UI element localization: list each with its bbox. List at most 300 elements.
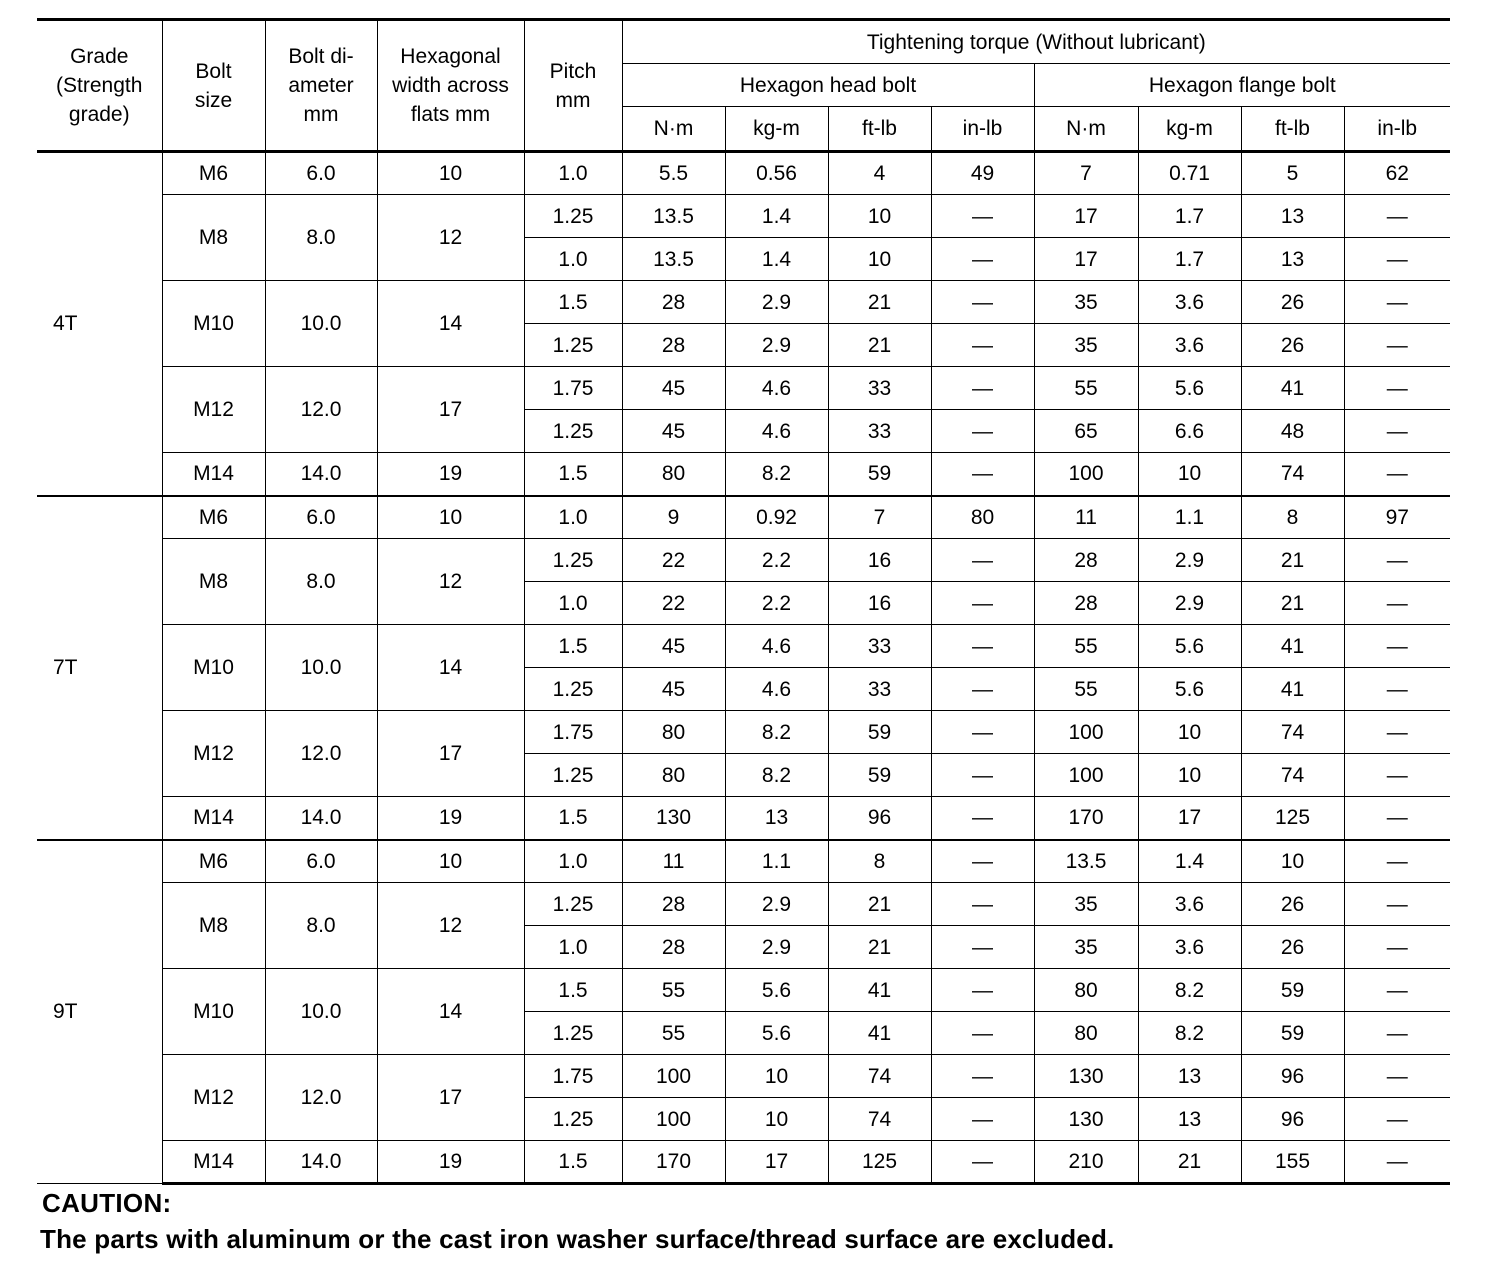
flange-ftlb-cell: 10	[1241, 840, 1344, 883]
bolt-size-cell: M12	[162, 1055, 265, 1141]
flange-ftlb-cell: 41	[1241, 625, 1344, 668]
flange-ftlb-cell: 59	[1241, 1012, 1344, 1055]
pitch-cell: 1.5	[524, 281, 622, 324]
head-ftlb-cell: 21	[828, 926, 931, 969]
pitch-cell: 1.0	[524, 152, 622, 195]
flange-inlb-cell: —	[1344, 1141, 1450, 1184]
hex-width-cell: 10	[377, 152, 524, 195]
bolt-diameter-cell: 8.0	[265, 883, 377, 969]
head-kgm-cell: 0.56	[725, 152, 828, 195]
head-nm-cell: 22	[622, 539, 725, 582]
flange-kgm-cell: 13	[1138, 1098, 1241, 1141]
pitch-cell: 1.5	[524, 797, 622, 840]
pitch-cell: 1.25	[524, 410, 622, 453]
head-ftlb-cell: 74	[828, 1098, 931, 1141]
flange-ftlb-cell: 96	[1241, 1055, 1344, 1098]
head-inlb-cell: —	[931, 1141, 1034, 1184]
flange-ftlb-cell: 13	[1241, 195, 1344, 238]
header-unit: in-lb	[1344, 107, 1450, 152]
head-ftlb-cell: 33	[828, 625, 931, 668]
header-grade: Grade (Strength grade)	[37, 20, 162, 152]
pitch-cell: 1.25	[524, 324, 622, 367]
header-unit: N·m	[622, 107, 725, 152]
head-kgm-cell: 5.6	[725, 1012, 828, 1055]
head-nm-cell: 55	[622, 969, 725, 1012]
grade-cell: 7T	[37, 496, 162, 840]
hex-width-cell: 19	[377, 797, 524, 840]
head-inlb-cell: —	[931, 840, 1034, 883]
pitch-cell: 1.25	[524, 883, 622, 926]
flange-inlb-cell: —	[1344, 324, 1450, 367]
head-inlb-cell: —	[931, 883, 1034, 926]
flange-ftlb-cell: 26	[1241, 281, 1344, 324]
flange-inlb-cell: —	[1344, 840, 1450, 883]
head-ftlb-cell: 41	[828, 1012, 931, 1055]
head-nm-cell: 13.5	[622, 238, 725, 281]
hex-width-cell: 14	[377, 625, 524, 711]
flange-ftlb-cell: 21	[1241, 539, 1344, 582]
table-row	[37, 840, 1450, 883]
head-ftlb-cell: 10	[828, 195, 931, 238]
head-kgm-cell: 0.92	[725, 496, 828, 539]
table-row	[37, 453, 1450, 496]
caution-text: The parts with aluminum or the cast iron washer surface/thread surface are excluded.	[40, 1224, 1115, 1254]
head-inlb-cell: —	[931, 625, 1034, 668]
bolt-size-cell: M14	[162, 797, 265, 840]
flange-nm-cell: 170	[1034, 797, 1138, 840]
flange-inlb-cell: —	[1344, 1012, 1450, 1055]
header-bolt-size: Bolt size	[162, 20, 265, 152]
head-inlb-cell: —	[931, 1098, 1034, 1141]
head-kgm-cell: 8.2	[725, 754, 828, 797]
bolt-diameter-cell: 10.0	[265, 969, 377, 1055]
flange-ftlb-cell: 155	[1241, 1141, 1344, 1184]
head-kgm-cell: 4.6	[725, 668, 828, 711]
table-row	[37, 195, 1450, 238]
bolt-size-cell: M8	[162, 539, 265, 625]
header-hex-width: Hexagonal width across flats mm	[377, 20, 524, 152]
head-nm-cell: 28	[622, 883, 725, 926]
head-kgm-cell: 13	[725, 797, 828, 840]
flange-nm-cell: 35	[1034, 281, 1138, 324]
head-ftlb-cell: 10	[828, 238, 931, 281]
head-inlb-cell: —	[931, 1055, 1034, 1098]
head-kgm-cell: 8.2	[725, 711, 828, 754]
head-inlb-cell: —	[931, 410, 1034, 453]
flange-inlb-cell: —	[1344, 926, 1450, 969]
table-header	[37, 20, 1450, 152]
tightening-torque-table	[37, 18, 1450, 1185]
flange-inlb-cell: —	[1344, 367, 1450, 410]
bolt-size-cell: M12	[162, 367, 265, 453]
bolt-size-cell: M10	[162, 625, 265, 711]
header-tightening-torque: Tightening torque (Without lubricant)	[622, 20, 1450, 64]
flange-nm-cell: 55	[1034, 668, 1138, 711]
flange-kgm-cell: 17	[1138, 797, 1241, 840]
pitch-cell: 1.25	[524, 539, 622, 582]
head-ftlb-cell: 21	[828, 324, 931, 367]
head-nm-cell: 55	[622, 1012, 725, 1055]
head-inlb-cell: —	[931, 324, 1034, 367]
flange-ftlb-cell: 41	[1241, 367, 1344, 410]
head-inlb-cell: —	[931, 711, 1034, 754]
flange-nm-cell: 28	[1034, 582, 1138, 625]
flange-nm-cell: 100	[1034, 453, 1138, 496]
head-nm-cell: 80	[622, 453, 725, 496]
flange-inlb-cell: —	[1344, 668, 1450, 711]
header-bolt-diameter: Bolt di- ameter mm	[265, 20, 377, 152]
grade-group	[37, 152, 1450, 496]
head-inlb-cell: —	[931, 195, 1034, 238]
flange-nm-cell: 13.5	[1034, 840, 1138, 883]
head-nm-cell: 28	[622, 281, 725, 324]
head-ftlb-cell: 41	[828, 969, 931, 1012]
head-ftlb-cell: 59	[828, 453, 931, 496]
head-inlb-cell: —	[931, 367, 1034, 410]
head-nm-cell: 28	[622, 324, 725, 367]
head-inlb-cell: 49	[931, 152, 1034, 195]
hex-width-cell: 19	[377, 1141, 524, 1184]
table-row	[37, 496, 1450, 539]
head-ftlb-cell: 7	[828, 496, 931, 539]
flange-nm-cell: 80	[1034, 1012, 1138, 1055]
head-inlb-cell: —	[931, 539, 1034, 582]
head-nm-cell: 22	[622, 582, 725, 625]
head-inlb-cell: —	[931, 797, 1034, 840]
pitch-cell: 1.5	[524, 625, 622, 668]
head-ftlb-cell: 21	[828, 281, 931, 324]
bolt-diameter-cell: 8.0	[265, 539, 377, 625]
head-nm-cell: 80	[622, 754, 725, 797]
pitch-cell: 1.0	[524, 496, 622, 539]
head-nm-cell: 45	[622, 410, 725, 453]
table-row	[37, 625, 1450, 668]
bolt-diameter-cell: 6.0	[265, 152, 377, 195]
flange-kgm-cell: 1.1	[1138, 496, 1241, 539]
pitch-cell: 1.75	[524, 1055, 622, 1098]
head-inlb-cell: —	[931, 238, 1034, 281]
head-kgm-cell: 2.9	[725, 281, 828, 324]
flange-kgm-cell: 3.6	[1138, 926, 1241, 969]
flange-kgm-cell: 13	[1138, 1055, 1241, 1098]
flange-kgm-cell: 2.9	[1138, 582, 1241, 625]
flange-inlb-cell: —	[1344, 238, 1450, 281]
flange-ftlb-cell: 21	[1241, 582, 1344, 625]
header-unit: in-lb	[931, 107, 1034, 152]
pitch-cell: 1.0	[524, 840, 622, 883]
flange-kgm-cell: 8.2	[1138, 1012, 1241, 1055]
head-inlb-cell: —	[931, 281, 1034, 324]
bolt-diameter-cell: 12.0	[265, 1055, 377, 1141]
pitch-cell: 1.25	[524, 1098, 622, 1141]
header-unit: N·m	[1034, 107, 1138, 152]
flange-nm-cell: 55	[1034, 367, 1138, 410]
table-row	[37, 152, 1450, 195]
flange-inlb-cell: —	[1344, 883, 1450, 926]
pitch-cell: 1.5	[524, 1141, 622, 1184]
head-nm-cell: 45	[622, 367, 725, 410]
head-kgm-cell: 4.6	[725, 367, 828, 410]
flange-inlb-cell: —	[1344, 410, 1450, 453]
flange-ftlb-cell: 74	[1241, 711, 1344, 754]
head-inlb-cell: 80	[931, 496, 1034, 539]
head-nm-cell: 9	[622, 496, 725, 539]
flange-nm-cell: 17	[1034, 238, 1138, 281]
flange-nm-cell: 28	[1034, 539, 1138, 582]
flange-nm-cell: 100	[1034, 754, 1138, 797]
table-row	[37, 711, 1450, 754]
head-kgm-cell: 5.6	[725, 969, 828, 1012]
bolt-size-cell: M6	[162, 840, 265, 883]
flange-ftlb-cell: 8	[1241, 496, 1344, 539]
flange-ftlb-cell: 59	[1241, 969, 1344, 1012]
bolt-diameter-cell: 6.0	[265, 496, 377, 539]
flange-ftlb-cell: 125	[1241, 797, 1344, 840]
flange-kgm-cell: 10	[1138, 453, 1241, 496]
head-kgm-cell: 10	[725, 1098, 828, 1141]
bolt-diameter-cell: 8.0	[265, 195, 377, 281]
head-ftlb-cell: 16	[828, 582, 931, 625]
flange-inlb-cell: —	[1344, 754, 1450, 797]
table-row	[37, 1141, 1450, 1184]
bolt-size-cell: M8	[162, 195, 265, 281]
table-row	[37, 883, 1450, 926]
head-nm-cell: 100	[622, 1098, 725, 1141]
head-inlb-cell: —	[931, 754, 1034, 797]
head-ftlb-cell: 33	[828, 367, 931, 410]
bolt-diameter-cell: 12.0	[265, 711, 377, 797]
bolt-size-cell: M8	[162, 883, 265, 969]
bolt-size-cell: M14	[162, 1141, 265, 1184]
head-kgm-cell: 4.6	[725, 625, 828, 668]
pitch-cell: 1.25	[524, 195, 622, 238]
pitch-cell: 1.75	[524, 367, 622, 410]
header-hexagon-flange-bolt: Hexagon flange bolt	[1034, 64, 1450, 107]
flange-kgm-cell: 5.6	[1138, 625, 1241, 668]
flange-ftlb-cell: 41	[1241, 668, 1344, 711]
grade-cell: 9T	[37, 840, 162, 1184]
head-ftlb-cell: 16	[828, 539, 931, 582]
head-kgm-cell: 2.2	[725, 539, 828, 582]
head-ftlb-cell: 125	[828, 1141, 931, 1184]
pitch-cell: 1.25	[524, 754, 622, 797]
table-row	[37, 797, 1450, 840]
flange-ftlb-cell: 74	[1241, 453, 1344, 496]
header-unit: kg-m	[725, 107, 828, 152]
hex-width-cell: 12	[377, 539, 524, 625]
flange-nm-cell: 35	[1034, 324, 1138, 367]
head-nm-cell: 170	[622, 1141, 725, 1184]
head-inlb-cell: —	[931, 926, 1034, 969]
flange-kgm-cell: 6.6	[1138, 410, 1241, 453]
head-ftlb-cell: 59	[828, 754, 931, 797]
hex-width-cell: 14	[377, 969, 524, 1055]
hex-width-cell: 10	[377, 496, 524, 539]
flange-kgm-cell: 1.7	[1138, 195, 1241, 238]
flange-nm-cell: 210	[1034, 1141, 1138, 1184]
bolt-diameter-cell: 6.0	[265, 840, 377, 883]
flange-nm-cell: 130	[1034, 1098, 1138, 1141]
bolt-diameter-cell: 10.0	[265, 281, 377, 367]
flange-kgm-cell: 3.6	[1138, 324, 1241, 367]
head-nm-cell: 45	[622, 625, 725, 668]
head-kgm-cell: 2.9	[725, 926, 828, 969]
bolt-size-cell: M14	[162, 453, 265, 496]
pitch-cell: 1.0	[524, 926, 622, 969]
flange-ftlb-cell: 26	[1241, 883, 1344, 926]
flange-inlb-cell: —	[1344, 582, 1450, 625]
flange-ftlb-cell: 26	[1241, 324, 1344, 367]
flange-inlb-cell: —	[1344, 797, 1450, 840]
head-ftlb-cell: 4	[828, 152, 931, 195]
pitch-cell: 1.0	[524, 238, 622, 281]
head-kgm-cell: 2.9	[725, 883, 828, 926]
pitch-cell: 1.5	[524, 453, 622, 496]
flange-nm-cell: 35	[1034, 883, 1138, 926]
hex-width-cell: 12	[377, 195, 524, 281]
head-ftlb-cell: 8	[828, 840, 931, 883]
flange-kgm-cell: 21	[1138, 1141, 1241, 1184]
head-inlb-cell: —	[931, 668, 1034, 711]
flange-inlb-cell: —	[1344, 969, 1450, 1012]
header-hexagon-head-bolt: Hexagon head bolt	[622, 64, 1034, 107]
grade-group	[37, 496, 1450, 840]
bolt-diameter-cell: 12.0	[265, 367, 377, 453]
table-row	[37, 969, 1450, 1012]
head-nm-cell: 130	[622, 797, 725, 840]
flange-kgm-cell: 2.9	[1138, 539, 1241, 582]
bolt-size-cell: M6	[162, 152, 265, 195]
flange-nm-cell: 55	[1034, 625, 1138, 668]
flange-ftlb-cell: 13	[1241, 238, 1344, 281]
bolt-diameter-cell: 14.0	[265, 453, 377, 496]
header-unit: ft-lb	[1241, 107, 1344, 152]
flange-ftlb-cell: 96	[1241, 1098, 1344, 1141]
flange-inlb-cell: —	[1344, 625, 1450, 668]
flange-inlb-cell: 62	[1344, 152, 1450, 195]
flange-kgm-cell: 8.2	[1138, 969, 1241, 1012]
header-unit: ft-lb	[828, 107, 931, 152]
bolt-diameter-cell: 10.0	[265, 625, 377, 711]
head-kgm-cell: 17	[725, 1141, 828, 1184]
pitch-cell: 1.0	[524, 582, 622, 625]
head-ftlb-cell: 21	[828, 883, 931, 926]
hex-width-cell: 19	[377, 453, 524, 496]
bolt-size-cell: M10	[162, 969, 265, 1055]
flange-nm-cell: 130	[1034, 1055, 1138, 1098]
flange-kgm-cell: 10	[1138, 754, 1241, 797]
head-inlb-cell: —	[931, 582, 1034, 625]
head-nm-cell: 45	[622, 668, 725, 711]
head-ftlb-cell: 96	[828, 797, 931, 840]
head-kgm-cell: 8.2	[725, 453, 828, 496]
grade-cell: 4T	[37, 152, 162, 496]
head-nm-cell: 28	[622, 926, 725, 969]
flange-ftlb-cell: 74	[1241, 754, 1344, 797]
flange-kgm-cell: 3.6	[1138, 883, 1241, 926]
caution-title: CAUTION:	[42, 1188, 172, 1218]
pitch-cell: 1.5	[524, 969, 622, 1012]
hex-width-cell: 14	[377, 281, 524, 367]
header-unit: kg-m	[1138, 107, 1241, 152]
head-nm-cell: 11	[622, 840, 725, 883]
table-row	[37, 1055, 1450, 1098]
bolt-size-cell: M6	[162, 496, 265, 539]
flange-kgm-cell: 5.6	[1138, 668, 1241, 711]
head-nm-cell: 13.5	[622, 195, 725, 238]
flange-nm-cell: 7	[1034, 152, 1138, 195]
flange-inlb-cell: —	[1344, 1098, 1450, 1141]
flange-inlb-cell: —	[1344, 281, 1450, 324]
grade-group	[37, 840, 1450, 1184]
head-nm-cell: 5.5	[622, 152, 725, 195]
head-ftlb-cell: 33	[828, 668, 931, 711]
flange-ftlb-cell: 5	[1241, 152, 1344, 195]
head-kgm-cell: 2.9	[725, 324, 828, 367]
flange-nm-cell: 65	[1034, 410, 1138, 453]
hex-width-cell: 17	[377, 1055, 524, 1141]
flange-ftlb-cell: 26	[1241, 926, 1344, 969]
hex-width-cell: 12	[377, 883, 524, 969]
head-inlb-cell: —	[931, 453, 1034, 496]
head-kgm-cell: 1.4	[725, 195, 828, 238]
flange-kgm-cell: 1.4	[1138, 840, 1241, 883]
table-row	[37, 539, 1450, 582]
flange-nm-cell: 80	[1034, 969, 1138, 1012]
head-nm-cell: 80	[622, 711, 725, 754]
flange-inlb-cell: —	[1344, 453, 1450, 496]
head-kgm-cell: 1.4	[725, 238, 828, 281]
hex-width-cell: 17	[377, 367, 524, 453]
flange-nm-cell: 100	[1034, 711, 1138, 754]
head-kgm-cell: 10	[725, 1055, 828, 1098]
bolt-diameter-cell: 14.0	[265, 797, 377, 840]
flange-ftlb-cell: 48	[1241, 410, 1344, 453]
bolt-diameter-cell: 14.0	[265, 1141, 377, 1184]
head-ftlb-cell: 33	[828, 410, 931, 453]
head-ftlb-cell: 74	[828, 1055, 931, 1098]
hex-width-cell: 17	[377, 711, 524, 797]
head-inlb-cell: —	[931, 1012, 1034, 1055]
flange-inlb-cell: —	[1344, 1055, 1450, 1098]
head-nm-cell: 100	[622, 1055, 725, 1098]
header-pitch: Pitch mm	[524, 20, 622, 152]
table-row	[37, 281, 1450, 324]
head-ftlb-cell: 59	[828, 711, 931, 754]
head-kgm-cell: 2.2	[725, 582, 828, 625]
flange-inlb-cell: —	[1344, 195, 1450, 238]
flange-nm-cell: 35	[1034, 926, 1138, 969]
table-row	[37, 367, 1450, 410]
flange-kgm-cell: 0.71	[1138, 152, 1241, 195]
flange-kgm-cell: 3.6	[1138, 281, 1241, 324]
head-inlb-cell: —	[931, 969, 1034, 1012]
head-kgm-cell: 4.6	[725, 410, 828, 453]
flange-nm-cell: 11	[1034, 496, 1138, 539]
flange-kgm-cell: 10	[1138, 711, 1241, 754]
bolt-size-cell: M10	[162, 281, 265, 367]
flange-inlb-cell: —	[1344, 539, 1450, 582]
head-kgm-cell: 1.1	[725, 840, 828, 883]
flange-kgm-cell: 1.7	[1138, 238, 1241, 281]
flange-nm-cell: 17	[1034, 195, 1138, 238]
flange-kgm-cell: 5.6	[1138, 367, 1241, 410]
flange-inlb-cell: —	[1344, 711, 1450, 754]
hex-width-cell: 10	[377, 840, 524, 883]
pitch-cell: 1.25	[524, 668, 622, 711]
flange-inlb-cell: 97	[1344, 496, 1450, 539]
bolt-size-cell: M12	[162, 711, 265, 797]
